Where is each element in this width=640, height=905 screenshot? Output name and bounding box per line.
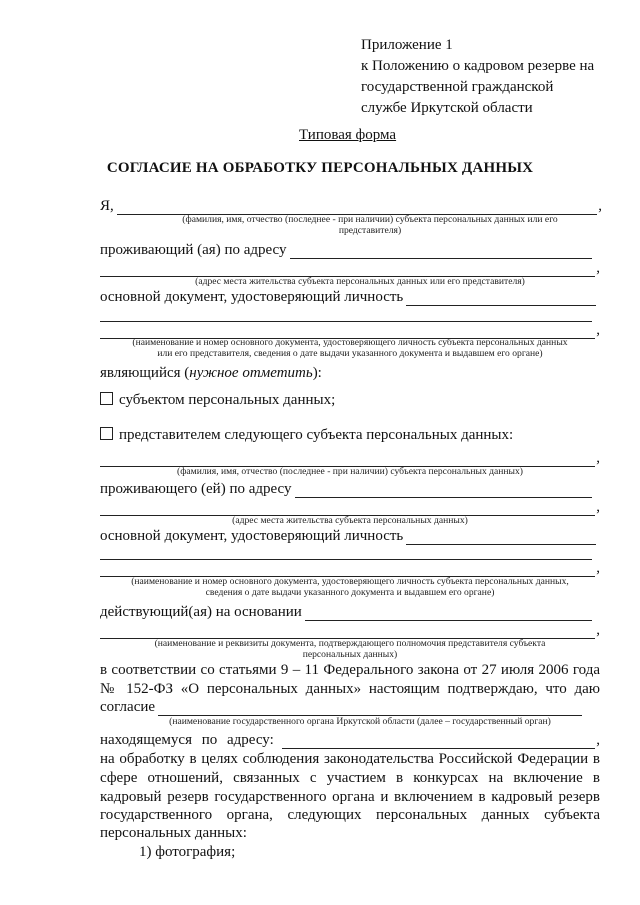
- item-1: 1) фотография;: [139, 844, 236, 860]
- appendix-line-4: службе Иркутской области: [361, 100, 533, 116]
- address-row-2: ,: [100, 260, 600, 277]
- address-field-2[interactable]: [100, 262, 595, 277]
- purpose-line-3: кадровый резерв государственного органа и включением в кадровый резерв: [100, 789, 600, 805]
- appendix-line-1: Приложение 1: [361, 37, 453, 53]
- rep-fio-field[interactable]: [100, 452, 595, 467]
- option-subject[interactable]: субъектом персональных данных;: [100, 392, 335, 409]
- law-line-2: № 152-ФЗ «О персональных данных» настоящим подтверждаю, что даю: [100, 681, 600, 697]
- rep-doc-hint: (наименование и номер основного документа, удостоверяющего личность субъекта персональных данных, сведения о дате выдачи указанного документа и выдавшем его органе): [131, 576, 569, 598]
- organ-hint: (наименование государственного органа Иркутской области (далее – государственный орган): [169, 716, 551, 727]
- rep-doc-label: основной документ, удостоверяющий личность: [100, 528, 404, 544]
- located-label: находящемуся по адресу:: [100, 732, 274, 748]
- address-field[interactable]: [290, 244, 592, 259]
- doc-row: [100, 289, 596, 306]
- acting-field-2[interactable]: [100, 624, 595, 639]
- purpose-line-4: государственного органа, следующих персональных данных субъекта: [100, 807, 600, 823]
- doc-label: основной документ, удостоверяющий личность: [100, 289, 404, 305]
- fio-hint: (фамилия, имя, отчество (последнее - при наличии) субъекта персональных данных или его представителя): [182, 214, 558, 236]
- rep-address-row-2: ,: [100, 499, 600, 516]
- option-representative[interactable]: представителем следующего субъекта персональных данных:: [100, 427, 513, 444]
- rep-address-field[interactable]: [295, 483, 592, 498]
- rep-doc-field[interactable]: [406, 530, 596, 545]
- located-row: находящемуся по адресу: ,: [100, 732, 600, 748]
- subject-checkbox[interactable]: [100, 392, 113, 405]
- acting-row: [100, 604, 592, 621]
- doc-row-3: ,: [100, 322, 600, 339]
- purpose-line-1: на обработку в целях соблюдения законодательства Российской Федерации в: [100, 751, 600, 767]
- fio-row: Я, ,: [100, 198, 602, 214]
- appendix-block: [361, 35, 594, 119]
- law-line-1: в соответствии со статьями 9 – 11 Федерального закона от 27 июля 2006 года: [100, 662, 600, 678]
- appendix-line-2: к Положению о кадровом резерве на: [361, 58, 595, 74]
- representative-checkbox[interactable]: [100, 427, 113, 440]
- acting-label: действующий(ая) на основании: [100, 604, 302, 620]
- rep-fio-row: ,: [100, 450, 600, 467]
- address-hint: (адрес места жительства субъекта персональных данных или его представителя): [195, 276, 525, 287]
- rep-address-field-2[interactable]: [100, 501, 595, 516]
- rep-doc-row: [100, 528, 596, 545]
- appendix-line-3: государственной гражданской: [361, 79, 554, 95]
- form-type: Типовая форма: [299, 127, 397, 143]
- rep-address-row: [100, 481, 592, 498]
- located-field[interactable]: [282, 734, 596, 749]
- i-label: Я,: [100, 198, 114, 214]
- being-label: являющийся (нужное отметить):: [100, 365, 322, 381]
- purpose-line-2: сфере отношений, связанных с участием в конкурсах на включение в: [100, 770, 600, 786]
- consent-label: согласие: [100, 699, 156, 715]
- fio-field[interactable]: [117, 200, 597, 215]
- page-title: СОГЛАСИЕ НА ОБРАБОТКУ ПЕРСОНАЛЬНЫХ ДАННЫХ: [106, 160, 534, 176]
- purpose-line-5: персональных данных:: [100, 825, 247, 841]
- acting-hint: (наименование и реквизиты документа, подтверждающего полномочия представителя субъекта персональных данных): [154, 638, 546, 660]
- doc-field[interactable]: [406, 291, 596, 306]
- address-label: проживающий (ая) по адресу: [100, 242, 287, 258]
- rep-fio-hint: (фамилия, имя, отчество (последнее - при наличии) субъекта персональных данных): [177, 466, 523, 477]
- rep-doc-row-3: ,: [100, 560, 600, 577]
- acting-row-2: ,: [100, 622, 600, 639]
- consent-row: [100, 699, 592, 716]
- rep-address-label: проживающего (ей) по адресу: [100, 481, 292, 497]
- doc-hint: (наименование и номер основного документа, удостоверяющего личность субъекта персональных данных или его представителя, сведения о дате выдачи указанного документа и выдавшем его органе): [132, 337, 568, 359]
- acting-field[interactable]: [305, 606, 592, 621]
- organ-field[interactable]: [158, 701, 582, 716]
- address-row: [100, 242, 592, 259]
- rep-doc-field-3[interactable]: [100, 562, 595, 577]
- rep-address-hint: (адрес места жительства субъекта персональных данных): [232, 515, 468, 526]
